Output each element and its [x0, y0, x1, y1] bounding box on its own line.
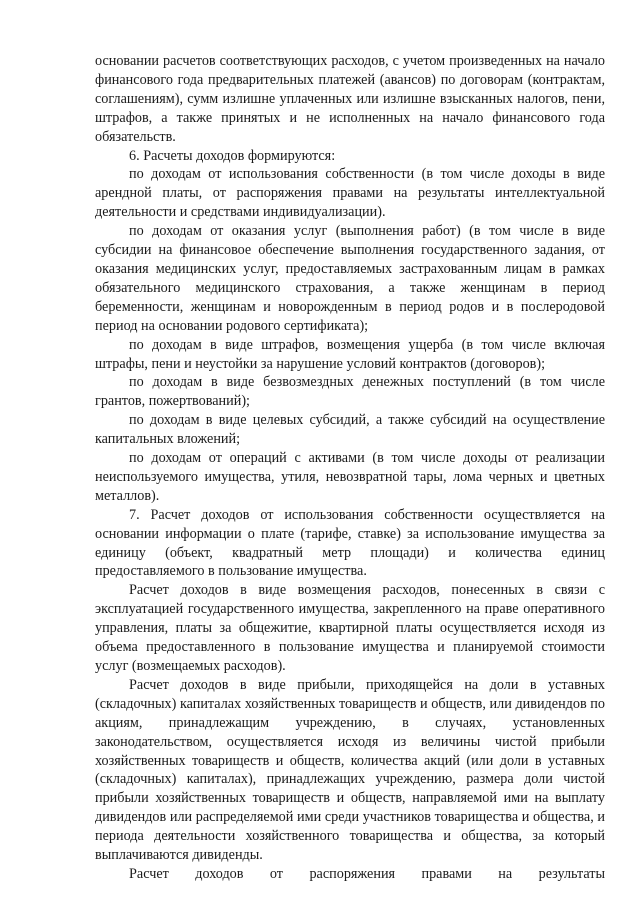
paragraph-9: 7. Расчет доходов от использования собственности осуществляется на основании информации о плате (тарифе, ставке) за использование имущества за единицу (объект, квадратный метр площади) и количества единиц предоставляемого в пользование имущества.: [95, 506, 605, 580]
paragraph-8: по доходам от операций с активами (в том числе доходы от реализации неиспользуемого имущества, утиля, невозвратной тары, лома черных и цветных металлов).: [95, 450, 605, 504]
document-body: [95, 52, 605, 884]
paragraph-2: 6. Расчеты доходов формируются:: [129, 147, 336, 164]
paragraph-3: по доходам от использования собственности (в том числе доходы в виде арендной платы, от распоряжения правами на результаты интеллектуальной деятельности и средствами индивидуализации).: [95, 166, 605, 221]
paragraph-4: по доходам от оказания услуг (выполнения работ) (в том числе в виде субсидии на финансовое обеспечение выполнения государственного задания, от оказания медицинских услуг, предоставляемых застрахованным лицам в рамках обязательного медицинского страхования, а также женщинам в период беременности, женщинам и новорожденным в период родов и в послеродовой период на основании родового сертификата);: [95, 223, 605, 334]
paragraph-11: Расчет доходов в виде прибыли, приходящейся на доли в уставных (складочных) капиталах хозяйственных товариществ и обществ, или дивидендов по акциям, принадлежащим учреждению, в случаях, установленных законодательством, осуществляется исходя из величины чистой прибыли хозяйственных товариществ и обществ, количества акций (или доли в уставных (складочных) капиталах), принадлежащих учреждению, размера доли чистой прибыли хозяйственных товариществ и обществ, направляемой ими на выплату дивидендов или распределяемой ими среди участников товарищества и общества, и периода деятельности хозяйственного товарищества и общества, за который выплачиваются дивиденды.: [95, 676, 605, 864]
paragraph-5: по доходам в виде штрафов, возмещения ущерба (в том числе включая штрафы, пени и неустойки за нарушение условий контрактов (договоров);: [95, 336, 605, 372]
paragraph-7: по доходам в виде целевых субсидий, а также субсидий на осуществление капитальных вложений;: [95, 412, 605, 448]
paragraph-10: Расчет доходов в виде возмещения расходов, понесенных в связи с эксплуатацией государственного имущества, закрепленного на праве оперативного управления, платы за общежитие, квартирной платы осуществляется исходя из объема предоставленного в пользование имущества и планируемой стоимости услуг (возмещаемых расходов).: [95, 582, 605, 674]
paragraph-6: по доходам в виде безвозмездных денежных поступлений (в том числе грантов, пожертвований);: [95, 374, 605, 410]
paragraph-12: Расчет доходов от распоряжения правами на результаты: [129, 865, 605, 882]
paragraph-1: основании расчетов соответствующих расходов, с учетом произведенных на начало финансового года предварительных платежей (авансов) по договорам (контрактам, соглашениям), сумм излишне уплаченных или излишне взысканных налогов, пени, штрафов, а также принятых и не исполненных на начало финансового года обязательств.: [95, 53, 605, 145]
